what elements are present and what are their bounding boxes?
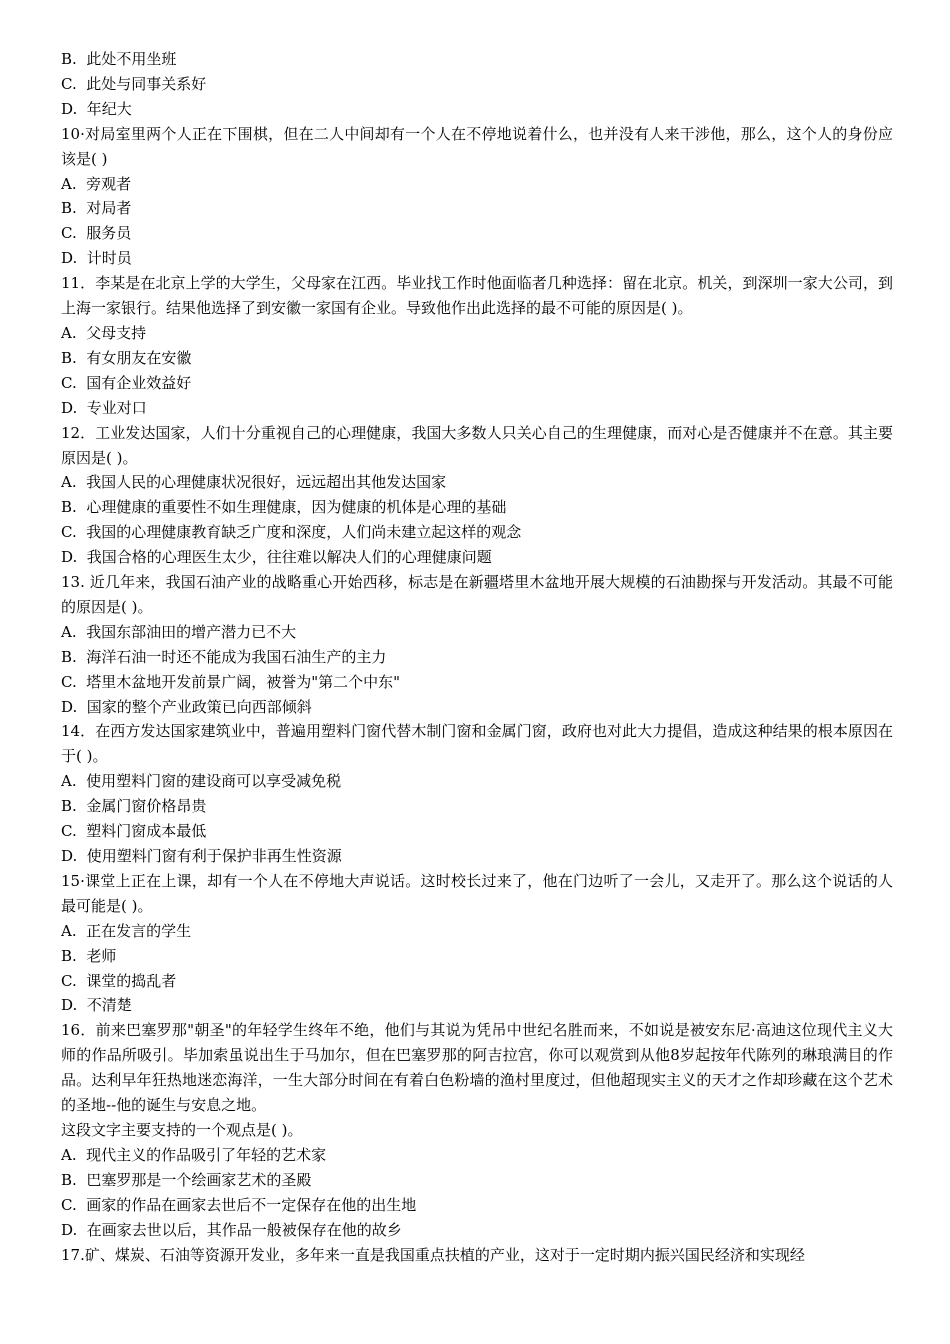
option-d: D. 专业对口 [61,398,147,417]
question-stem: 14．在西方发达国家建筑业中，普遍用塑料门窗代替木制门窗和金属门窗，政府也对此大力提倡，造成这种结果的根本原因在于( )。 [61,722,893,766]
question-stem: 13. 近几年来，我国石油产业的战略重心开始西移，标志是在新疆塔里木盆地开展大规模的石油勘探与开发活动。其最不可能的原因是( )。 [61,573,893,616]
option-b: B. 心理健康的重要性不如生理健康，因为健康的机体是心理的基础 [61,498,507,517]
question-stem: 12．工业发达国家，人们十分重视自己的心理健康，我国大多数人只关心自己的生理健康，而对心是否健康并不在意。其主要原因是( )。 [61,423,893,467]
option-c: C. 塑料门窗成本最低 [61,822,207,841]
option-d: D. 我国合格的心理医生太少，往往难以解决人们的心理健康问题 [61,548,492,567]
question-17 [61,1243,893,1268]
question-14 [61,719,893,868]
question-15 [61,869,893,1018]
question-16 [61,1018,893,1242]
question-stem: 10·对局室里两个人正在下围棋，但在二人中间却有一个人在不停地说着什么，也并没有人来干涉他，那么，这个人的身份应该是( ) [61,124,893,168]
question-prompt: 这段文字主要支持的一个观点是( )。 [61,1120,303,1139]
option-b: B. 海洋石油一时还不能成为我国石油生产的主力 [61,647,387,666]
option-c: C. 我国的心理健康教育缺乏广度和深度，人们尚未建立起这样的观念 [61,523,522,542]
option-c: C. 服务员 [61,224,132,243]
option-c: C. 塔里木盆地开发前景广阔，被誉为"第二个中东" [61,672,401,691]
option-a: A. 使用塑料门窗的建设商可以享受减免税 [61,772,342,791]
question-stem: 11．李某是在北京上学的大学生，父母家在江西。毕业找工作时他面临者几种选择：留在北京。机关，到深圳一家大公司，到上海一家银行。结果他选择了到安徽一家国有企业。导致他作出此选择的最不可能的原因是( )。 [61,274,893,318]
question-stem: 17.矿、煤炭、石油等资源开发业，多年来一直是我国重点扶植的产业，这对于一定时期内振兴国民经济和实现经 [61,1245,805,1264]
option-b: B. 对局者 [61,199,132,218]
question-12 [61,421,893,570]
option-a: A. 现代主义的作品吸引了年轻的艺术家 [61,1145,327,1164]
option-c: C. 课堂的捣乱者 [61,971,177,990]
question-stem: 16．前来巴塞罗那"朝圣"的年轻学生终年不绝，他们与其说为凭吊中世纪名胜而来，不如说是被安东尼·高迪这位现代主义大师的作品所吸引。毕加索虽说出生于马加尔，但在巴塞罗那的阿吉拉宫，你可以观赏到从他8岁起按年代陈列的琳琅满目的作品。达利早年狂热地迷恋海洋，一生大部分时间在有着白色粉墙的渔村里度过，但他超现实主义的天才之作却珍藏在这个艺术的圣地--他的诞生与安息之地。 [61,1021,893,1115]
option-d: D. 不清楚 [61,996,132,1015]
option-d: D. 在画家去世以后，其作品一般被保存在他的故乡 [61,1220,402,1239]
question-11 [61,271,893,420]
option-a: A. 我国人民的心理健康状况很好，远远超出其他发达国家 [61,473,447,492]
option-a: A. 父母支持 [61,323,147,342]
option-line: C. 此处与同事关系好 [61,74,207,93]
option-b: B. 金属门窗价格昂贵 [61,797,207,816]
question-stem: 15·课堂上正在上课，却有一个人在不停地大声说话。这时校长过来了，他在门边听了一会儿，又走开了。那么这个说话的人最可能是( )。 [61,871,893,915]
option-c: C. 画家的作品在画家去世后不一定保存在他的出生地 [61,1195,417,1214]
option-b: B. 有女朋友在安徽 [61,348,192,367]
option-a: A. 我国东部油田的增产潜力已不大 [61,622,297,641]
option-b: B. 巴塞罗那是一个绘画家艺术的圣殿 [61,1170,312,1189]
question-13 [61,570,893,719]
option-d: D. 国家的整个产业政策已向西部倾斜 [61,697,312,716]
option-b: B. 老师 [61,946,117,965]
option-a: A. 正在发言的学生 [61,921,192,940]
option-d: D. 计时员 [61,249,132,268]
option-line: D. 年纪大 [61,99,132,118]
option-a: A. 旁观者 [61,174,132,193]
document-page [61,47,893,1267]
option-line: B. 此处不用坐班 [61,50,177,68]
question-10 [61,122,893,271]
option-c: C. 国有企业效益好 [61,373,192,392]
option-d: D. 使用塑料门窗有利于保护非再生性资源 [61,847,342,865]
